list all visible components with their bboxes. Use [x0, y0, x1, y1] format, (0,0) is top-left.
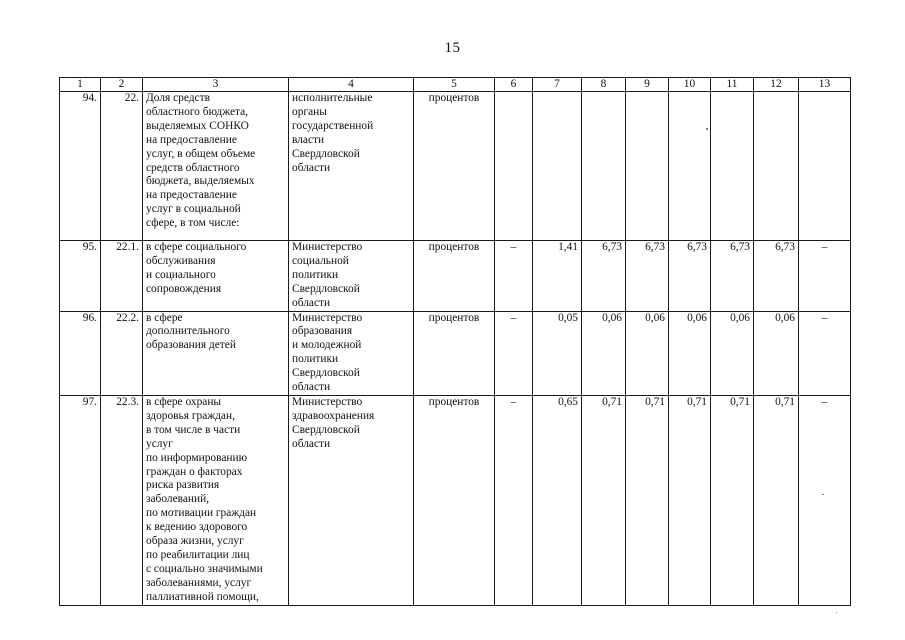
- responsible-body-cell: Министерство образования и молодежной политики Свердловской области: [289, 311, 414, 395]
- responsible-body-cell: исполнительные органы государственной власти Свердловской области: [289, 92, 414, 241]
- value-cell: –: [495, 395, 533, 605]
- value-cell: [799, 92, 851, 241]
- value-cell: [533, 92, 582, 241]
- header-cell: 8: [582, 78, 626, 92]
- unit-cell: процентов: [414, 92, 495, 241]
- indicator-code-cell: 22.1.: [101, 241, 143, 312]
- value-cell: [669, 92, 711, 241]
- header-cell: 11: [711, 78, 754, 92]
- value-cell: 0,06: [626, 311, 669, 395]
- header-cell: 12: [754, 78, 799, 92]
- responsible-body-cell: Министерство здравоохранения Свердловской области: [289, 395, 414, 605]
- table-row: [60, 92, 851, 241]
- scan-speck: [836, 612, 837, 613]
- header-cell: 9: [626, 78, 669, 92]
- header-cell: 5: [414, 78, 495, 92]
- indicator-code-cell: 22.2.: [101, 311, 143, 395]
- table-row: [60, 241, 851, 312]
- header-cell: 3: [143, 78, 289, 92]
- row-number-cell: 95.: [60, 241, 101, 312]
- value-cell: 6,73: [582, 241, 626, 312]
- value-cell: 0,05: [533, 311, 582, 395]
- table-header-row: [60, 78, 851, 92]
- indicator-table: [59, 77, 851, 606]
- value-cell: [495, 92, 533, 241]
- row-number-cell: 96.: [60, 311, 101, 395]
- page-number: 15: [444, 40, 461, 56]
- header-cell: 1: [60, 78, 101, 92]
- value-cell: 0,71: [582, 395, 626, 605]
- indicator-name-cell: Доля средств областного бюджета, выделяемых СОНКО на предоставление услуг, в общем объеме средств областного бюджета, выделяемых на предоставление услуг в социальной сфере, в том числе:: [143, 92, 289, 241]
- unit-cell: процентов: [414, 395, 495, 605]
- value-cell: –: [799, 395, 851, 605]
- scan-speck: [706, 128, 708, 130]
- unit-cell: процентов: [414, 241, 495, 312]
- value-cell: 0,71: [754, 395, 799, 605]
- indicator-name-cell: в сфере дополнительного образования детей: [143, 311, 289, 395]
- value-cell: [626, 92, 669, 241]
- indicator-name-cell: в сфере социального обслуживания и социального сопровождения: [143, 241, 289, 312]
- scan-speck: [822, 494, 824, 495]
- value-cell: 0,06: [582, 311, 626, 395]
- header-cell: 7: [533, 78, 582, 92]
- value-cell: 6,73: [711, 241, 754, 312]
- header-cell: 13: [799, 78, 851, 92]
- unit-cell: процентов: [414, 311, 495, 395]
- table-row: [60, 311, 851, 395]
- value-cell: 0,71: [626, 395, 669, 605]
- value-cell: [711, 92, 754, 241]
- responsible-body-cell: Министерство социальной политики Свердловской области: [289, 241, 414, 312]
- value-cell: 0,71: [711, 395, 754, 605]
- value-cell: 6,73: [754, 241, 799, 312]
- indicator-code-cell: 22.: [101, 92, 143, 241]
- value-cell: –: [495, 241, 533, 312]
- value-cell: –: [799, 311, 851, 395]
- value-cell: 1,41: [533, 241, 582, 312]
- value-cell: –: [495, 311, 533, 395]
- header-cell: 4: [289, 78, 414, 92]
- value-cell: [754, 92, 799, 241]
- value-cell: [582, 92, 626, 241]
- table-row: [60, 395, 851, 605]
- header-cell: 6: [495, 78, 533, 92]
- value-cell: 6,73: [669, 241, 711, 312]
- header-cell: 2: [101, 78, 143, 92]
- indicator-name-cell: в сфере охраны здоровья граждан, в том числе в части услуг по информированию граждан о факторах риска развития заболеваний, по мотивации граждан к ведению здорового образа жизни, услуг по реабилитации лиц с социально значимыми заболеваниями, услуг паллиативной помощи,: [143, 395, 289, 605]
- row-number-cell: 97.: [60, 395, 101, 605]
- value-cell: –: [799, 241, 851, 312]
- value-cell: 0,06: [669, 311, 711, 395]
- value-cell: 0,06: [754, 311, 799, 395]
- row-number-cell: 94.: [60, 92, 101, 241]
- value-cell: 6,73: [626, 241, 669, 312]
- value-cell: 0,06: [711, 311, 754, 395]
- header-cell: 10: [669, 78, 711, 92]
- value-cell: 0,65: [533, 395, 582, 605]
- value-cell: 0,71: [669, 395, 711, 605]
- indicator-code-cell: 22.3.: [101, 395, 143, 605]
